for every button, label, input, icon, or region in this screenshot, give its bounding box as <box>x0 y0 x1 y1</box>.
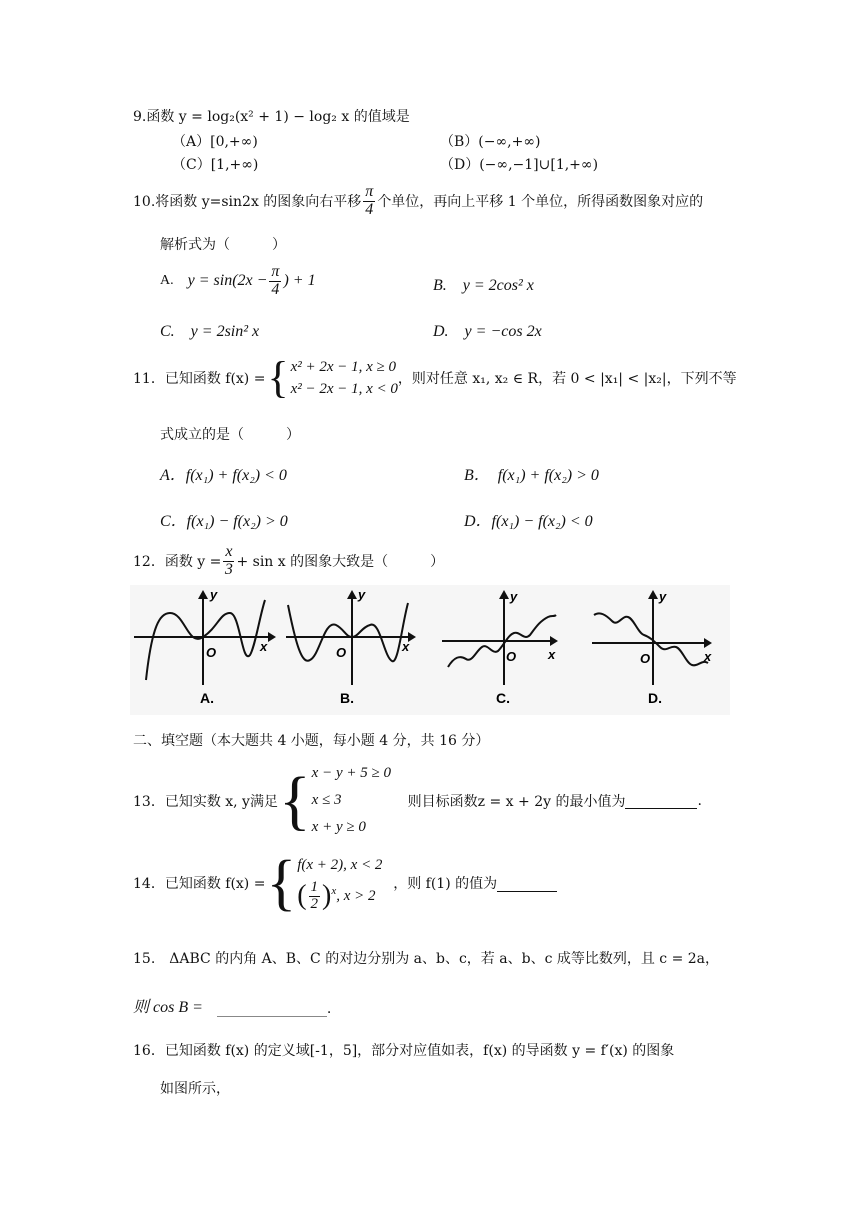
section-2-title: 二、填空题（本大题共 4 小题，每小题 4 分，共 16 分） <box>133 733 490 749</box>
graph-a-x-label: x <box>260 639 268 654</box>
q11-option-d: D．f(x₁) − f(x₂) < 0 <box>464 513 593 530</box>
q11-stem-continued: 式成立的是（ ） <box>160 427 300 443</box>
q16-line-2: 如图所示， <box>160 1081 230 1097</box>
q11-case-1: x² + 2x − 1, x ≥ 0 <box>290 359 397 375</box>
q13-answer-blank[interactable] <box>625 792 697 809</box>
q14-answer-blank[interactable] <box>497 875 557 892</box>
q10-option-b: B. y = 2cos² x <box>433 277 534 294</box>
graph-b-label: B. <box>340 690 354 706</box>
graph-a-y-label: y <box>210 587 218 602</box>
q15-line-1: 15. ΔABC 的内角 A、B、C 的对边分别为 a、b、c，若 a、b、c 成等比数列，且 c = 2a， <box>133 951 720 967</box>
q9-option-d: （D）(−∞,−1]∪[1,+∞) <box>440 157 599 173</box>
q14-case-1: f(x + 2), x < 2 <box>297 856 383 873</box>
q13-constraint-3: x + y ≥ 0 <box>311 819 366 835</box>
q12-graphs <box>130 585 730 715</box>
graph-d-x-label: x <box>704 649 712 664</box>
graph-a-origin: O <box>206 645 217 660</box>
graph-c-y-label: y <box>510 589 518 604</box>
q10-stem-continued: 解析式为（ ） <box>160 237 286 253</box>
q9-option-a: （A）[0,+∞) <box>172 134 258 150</box>
q14-stem: 14．已知函数 f(x) = { f(x + 2), x < 2 ( $\frac{1}{2}$ ) $^x$ , x > 2 ，则 f(1) 的值为 <box>133 852 557 914</box>
graph-d-label: D. <box>648 690 662 706</box>
q11-option-b: B． f(x₁) + f(x₂) > 0 <box>464 467 599 484</box>
q13-constraint-2: x ≤ 3 <box>311 792 342 808</box>
q14-case-2: ( $\frac{1}{2}$ ) $^x$ , x > 2 <box>297 878 376 912</box>
graph-d-y-label: y <box>659 589 667 604</box>
q9-option-b: （B）(−∞,+∞) <box>440 134 541 150</box>
q15-line-2: 则 cos B = . <box>133 999 332 1017</box>
q9-stem: 9.函数 y = log₂(x² + 1) − log₂ x 的值域是 <box>133 109 410 125</box>
q16-line-1: 16．已知函数 f(x) 的定义域[-1，5]，部分对应值如表，f(x) 的导函数 y = f′(x) 的图象 <box>133 1043 675 1059</box>
q11-option-c: C．f(x₁) − f(x₂) > 0 <box>160 513 288 530</box>
q11-stem: 11．已知函数 f(x) = { x² + 2x − 1, x ≥ 0 x² − 2x − 1, x < 0 ，则对任意 x₁, x₂ ∈ R，若 0 < |x₁| < |x₂|，下列不等 <box>133 353 737 402</box>
graph-b-y-label: y <box>358 587 366 602</box>
q12-stem: 12．函数 y = $\frac{x}{3}$ + sin x 的图象大致是（ ） <box>133 543 445 578</box>
graph-b-x-label: x <box>402 639 410 654</box>
graph-c-label: C. <box>496 690 510 706</box>
q11-case-2: x² − 2x − 1, x < 0 <box>290 381 398 397</box>
q13-constraint-1: x − y + 5 ≥ 0 <box>311 765 391 781</box>
q10-stem: 10.将函数 y=sin2x 的图象向右平移 $\frac{\pi}{4}$ 个单位，再向上平移 1 个单位，所得函数图象对应的 <box>133 183 704 218</box>
graph-c-origin: O <box>506 649 517 664</box>
q10-fraction: $\frac{\pi}{4}$ <box>365 183 374 218</box>
q10-option-c: C. y = 2sin² x <box>160 323 260 340</box>
graph-d-origin: O <box>640 651 651 666</box>
q9-option-c: （C）[1,+∞) <box>172 157 259 173</box>
q10-option-d: D. y = −cos 2x <box>433 323 542 340</box>
q13-stem: 13．已知实数 x, y满足 { x − y + 5 ≥ 0 x ≤ 3 x + y ≥ 0 则目标函数z = x + 2y 的最小值为 . <box>133 760 702 841</box>
graph-c-x-label: x <box>548 647 556 662</box>
q10-option-a: A. y = sin(2x − $\frac{\pi}{4}$ ) + 1 <box>160 263 316 298</box>
graph-a-label: A. <box>200 690 214 706</box>
q15-answer-blank[interactable] <box>217 1000 327 1017</box>
q11-option-a: A．f(x₁) + f(x₂) < 0 <box>160 467 287 484</box>
graph-b-origin: O <box>336 645 347 660</box>
